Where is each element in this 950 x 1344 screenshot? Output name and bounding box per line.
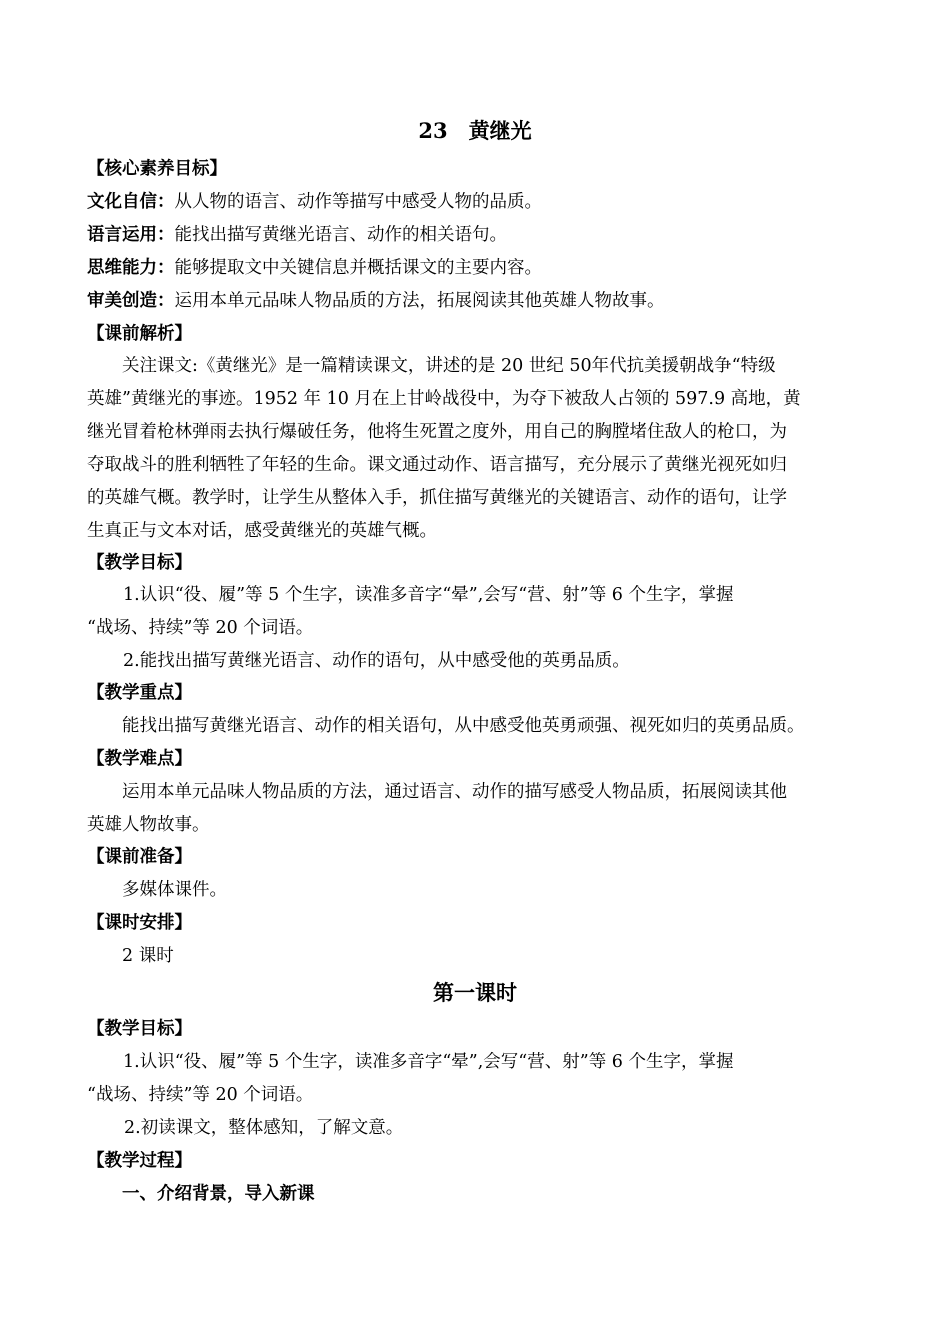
analysis-line: 关注课文:《黄继光》是一篇精读课文，讲述的是 20 世纪 50年代抗美援朝战争“特级 xyxy=(122,356,776,376)
lesson1-goal-line: 1.认识“役、履”等 5 个生字，读准多音字“晕”,会写“营、射”等 6 个生字，掌握 xyxy=(123,1052,734,1072)
lesson1-goal-line: “战场、持续”等 20 个词语。 xyxy=(87,1085,314,1105)
difficulties-line: 运用本单元品味人物品质的方法，通过语言、动作的描写感受人物品质，拓展阅读其他 xyxy=(122,782,787,802)
teaching-goal-line: “战场、持续”等 20 个词语。 xyxy=(87,618,314,638)
lesson1-goals-heading: 【教学目标】 xyxy=(87,1019,192,1039)
lesson-title: 23 黄继光 xyxy=(418,118,532,143)
core-goal-culture xyxy=(87,186,910,219)
core-goals-heading: 【核心素养目标】 xyxy=(87,159,227,179)
teaching-goal-line: 2.能找出描写黄继光语言、动作的语句，从中感受他的英勇品质。 xyxy=(123,651,630,671)
lesson1-step-1: 一、介绍背景，导入新课 xyxy=(122,1184,315,1204)
key-points-text: 能找出描写黄继光语言、动作的相关语句，从中感受他英勇顽强、视死如归的英勇品质。 xyxy=(122,716,805,736)
core-goal-label: 文化自信： xyxy=(87,192,175,212)
analysis-line: 生真正与文本对话，感受黄继光的英雄气概。 xyxy=(87,521,437,541)
analysis-line: 的英雄气概。教学时，让学生从整体入手，抓住描写黄继光的关键语言、动作的语句，让学 xyxy=(87,488,787,508)
core-goal-aesthetic xyxy=(87,285,910,318)
core-goal-text: 运用本单元品味人物品质的方法，拓展阅读其他英雄人物故事。 xyxy=(174,291,665,311)
core-goal-label: 思维能力： xyxy=(87,258,175,278)
preparation-text: 多媒体课件。 xyxy=(122,880,227,900)
core-goal-language xyxy=(87,219,910,252)
core-goal-text: 从人物的语言、动作等描写中感受人物的品质。 xyxy=(174,192,542,212)
difficulties-line: 英雄人物故事。 xyxy=(87,815,210,835)
lesson1-goal-line: 2.初读课文，整体感知，了解文意。 xyxy=(124,1118,404,1138)
core-goal-label: 审美创造： xyxy=(87,291,175,311)
teaching-goals-heading: 【教学目标】 xyxy=(87,553,192,573)
preparation-heading: 【课前准备】 xyxy=(87,847,192,867)
analysis-line: 英雄”黄继光的事迹。1952 年 10 月在上甘岭战役中，为夺下被敌人占领的 597.9 高地，黄 xyxy=(87,389,801,409)
core-goal-thinking xyxy=(87,252,910,285)
lesson1-process-heading: 【教学过程】 xyxy=(87,1151,192,1171)
core-goal-text: 能找出描写黄继光语言、动作的相关语句。 xyxy=(174,225,507,245)
analysis-line: 夺取战斗的胜利牺牲了年轻的生命。课文通过动作、语言描写，充分展示了黄继光视死如归 xyxy=(87,455,787,475)
analysis-heading: 【课前解析】 xyxy=(87,324,192,344)
core-goal-label: 语言运用： xyxy=(87,225,175,245)
schedule-text: 2 课时 xyxy=(122,946,174,966)
core-goal-text: 能够提取文中关键信息并概括课文的主要内容。 xyxy=(174,258,542,278)
lesson1-title: 第一课时 xyxy=(433,980,517,1005)
difficulties-heading: 【教学难点】 xyxy=(87,749,192,769)
schedule-heading: 【课时安排】 xyxy=(87,913,192,933)
teaching-goal-line: 1.认识“役、履”等 5 个生字，读准多音字“晕”,会写“营、射”等 6 个生字，掌握 xyxy=(123,585,734,605)
analysis-line: 继光冒着枪林弹雨去执行爆破任务，他将生死置之度外，用自己的胸膛堵住敌人的枪口，为 xyxy=(87,422,787,442)
key-points-heading: 【教学重点】 xyxy=(87,683,192,703)
